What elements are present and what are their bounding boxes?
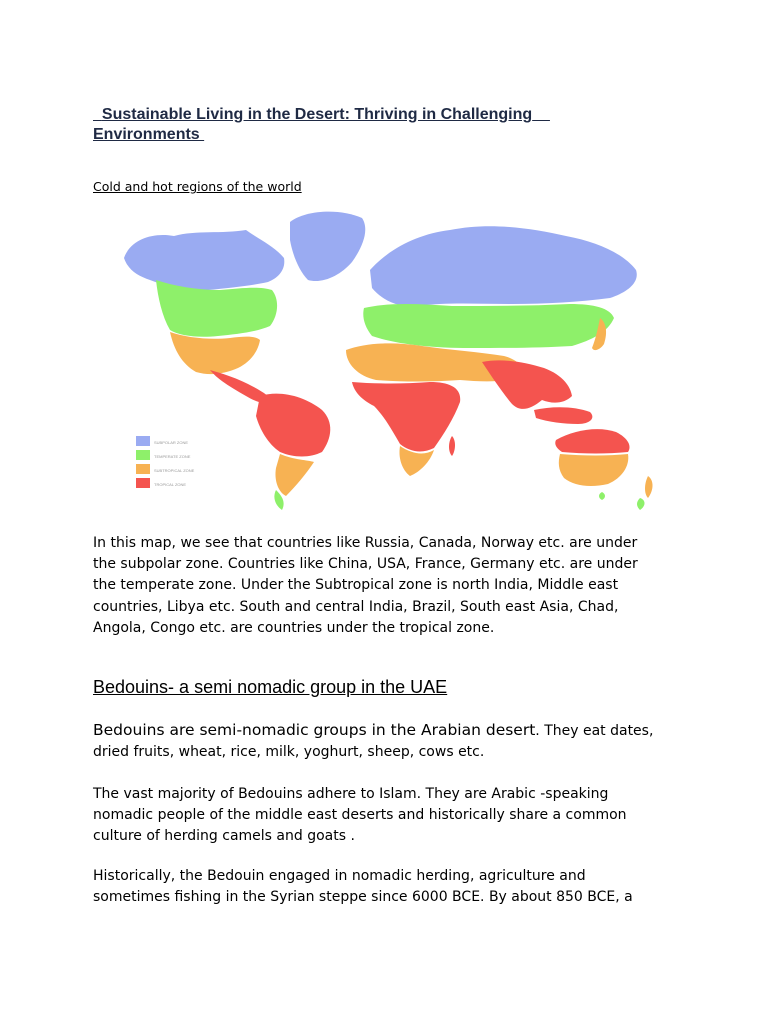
greenland-shape xyxy=(290,212,365,281)
new-zealand-south xyxy=(637,498,645,510)
document-title: Sustainable Living in the Desert: Thriving in Challenging Environments xyxy=(93,106,550,143)
paragraph-bedouin-religion: The vast majority of Bedouins adhere to Islam. They are Arabic -speaking nomadic people of the middle east deserts and historically share a common culture of herding camels and goats . xyxy=(93,786,627,845)
legend-swatch-subtropical xyxy=(136,464,150,474)
legend-label-tropical: TROPICAL ZONE xyxy=(154,482,187,487)
australia-tropical xyxy=(555,429,629,453)
new-zealand-shape xyxy=(645,476,653,498)
legend-swatch-tropical xyxy=(136,478,150,488)
paragraph-bedouin-diet-rest: . They eat dates, dried fruits, wheat, rice, milk, yoghurt, sheep, cows etc. xyxy=(93,723,654,761)
map-legend xyxy=(136,436,195,488)
eurasia-temperate xyxy=(363,304,614,348)
south-america-tropical xyxy=(256,394,330,457)
section-heading-bedouins: Bedouins- a semi nomadic group in the UAE xyxy=(93,677,448,697)
paragraph-bedouin-history: Historically, the Bedouin engaged in nomadic herding, agriculture and sometimes fishing in the Syrian steppe since 6000 BCE. By about 850 BCE, a xyxy=(93,868,633,906)
legend-swatch-temperate xyxy=(136,450,150,460)
legend-label-subpolar: SUBPOLAR ZONE xyxy=(154,440,189,445)
south-asia-tropical xyxy=(482,360,572,409)
map-caption: Cold and hot regions of the world xyxy=(93,179,302,194)
legend-label-subtropical: SUBTROPICAL ZONE xyxy=(154,468,195,473)
africa-tropical xyxy=(352,382,460,451)
south-america-subtropical xyxy=(275,454,314,496)
legend-swatch-subpolar xyxy=(136,436,150,446)
madagascar-shape xyxy=(449,436,455,456)
paragraph-bedouin-diet xyxy=(93,720,663,763)
tasmania-shape xyxy=(599,492,605,500)
north-america-subpolar xyxy=(124,230,284,290)
paragraph-bedouin-diet-lead: Bedouins are semi-nomadic groups in the Arabian desert xyxy=(93,721,536,739)
indonesia-tropical xyxy=(534,407,592,424)
world-climate-map xyxy=(100,200,672,515)
north-america-subtropical xyxy=(170,332,260,374)
world-map-svg xyxy=(100,200,672,515)
legend-label-temperate: TEMPERATE ZONE xyxy=(154,454,191,459)
australia-subtropical xyxy=(559,454,629,486)
paragraph-climate-zones: In this map, we see that countries like Russia, Canada, Norway etc. are under the subpolar zone. Countries like China, USA, France, Germany etc. are under the temperate zone. Under the Subtropical zone is north India, Middle east countries, Libya etc. South and central India, Brazil, South east Asia, Chad, Angola, Congo etc. are countries under the tropical zone. xyxy=(93,535,638,636)
